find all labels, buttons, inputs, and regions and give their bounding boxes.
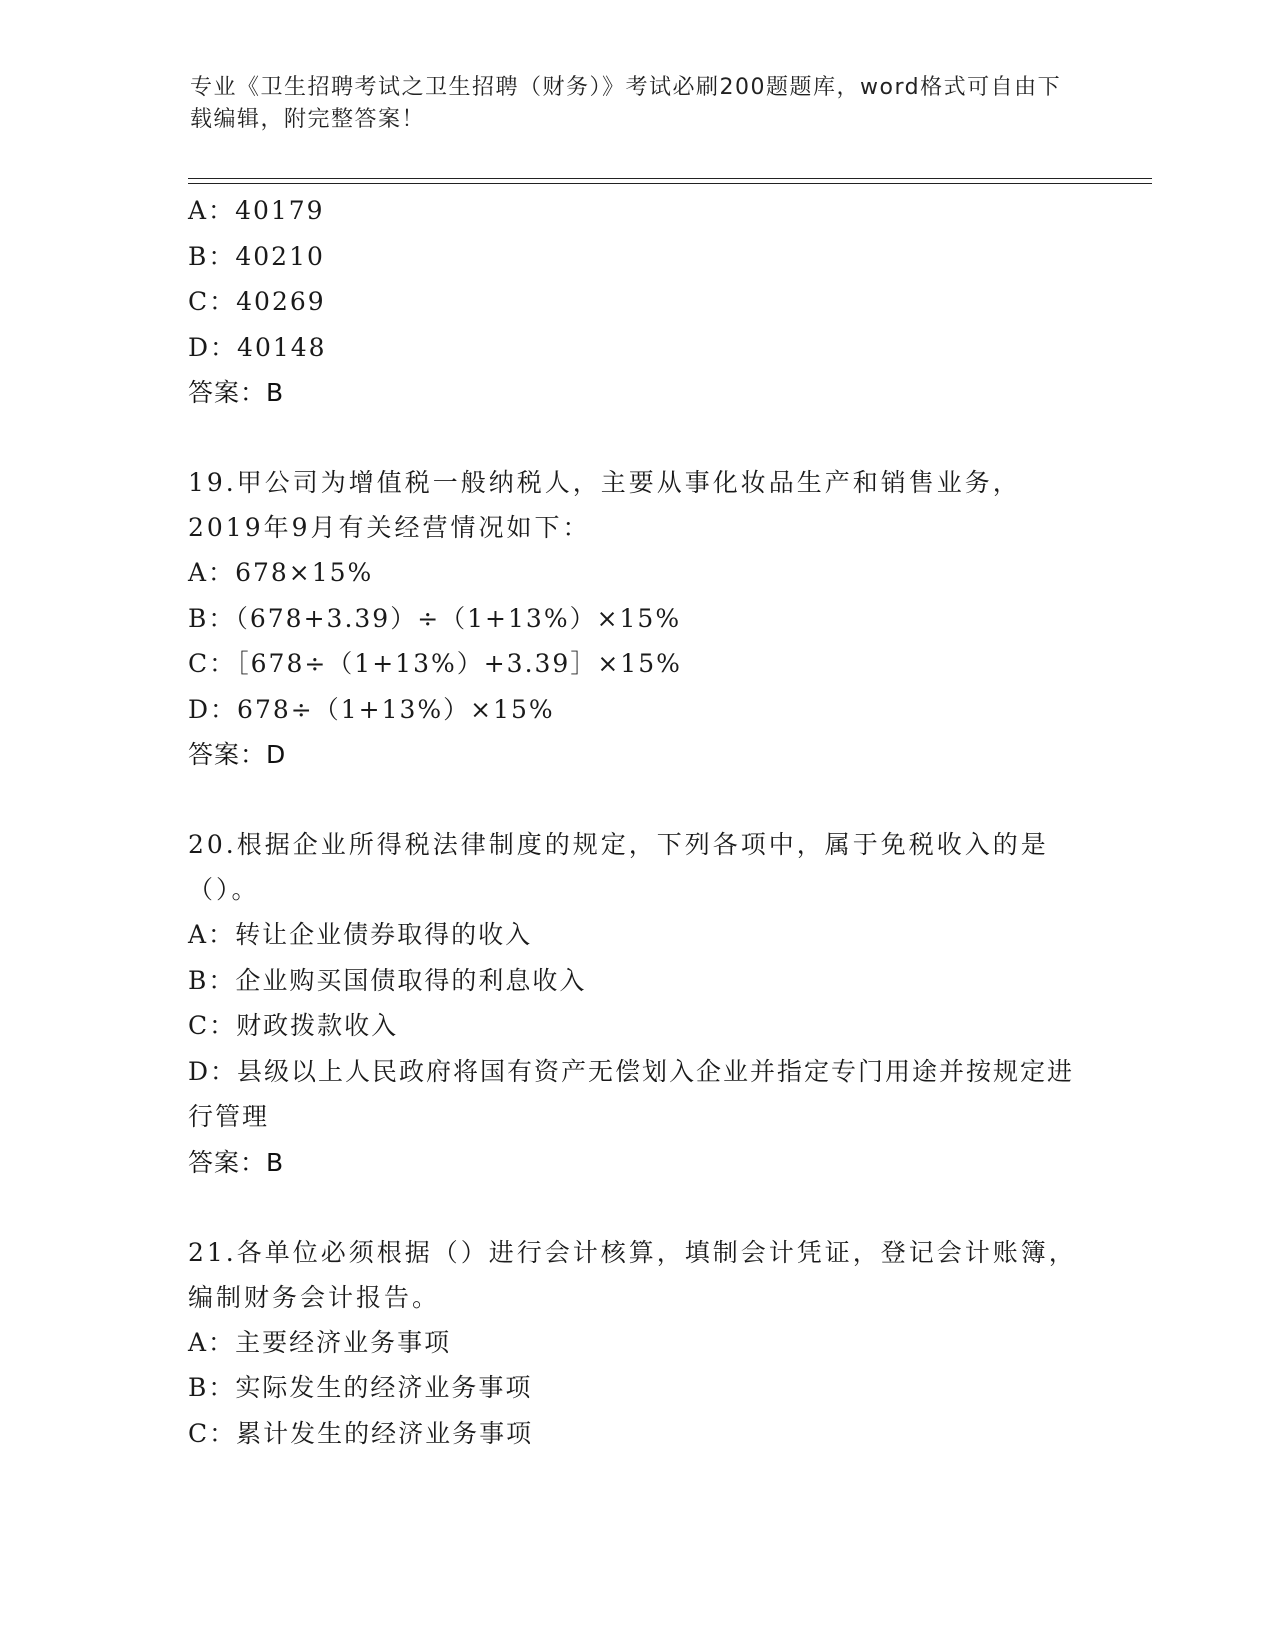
document-header: 专业《卫生招聘考试之卫生招聘（财务）》考试必刷200题题库，word格式可自由下载编辑，附完整答案！ [190,75,1062,132]
option-a: A：转让企业债券取得的收入 [188,920,533,949]
question-block-21 [188,1230,1088,1457]
option-a: A：40179 [188,196,325,225]
answer-line: 答案：B [188,1147,285,1177]
header-rule-bottom [188,183,1152,184]
option-b: B：企业购买国债取得的利息收入 [188,965,587,995]
option-c: C：累计发生的经济业务事项 [188,1418,534,1448]
answer-line: 答案：B [188,378,285,407]
option-a: A：678×15% [188,558,374,587]
option-c: C：［678÷（1+13%）+3.39］×15% [188,649,682,678]
answer-line: 答案：D [188,740,287,769]
question-stem: 20.根据企业所得税法律制度的规定，下列各项中，属于免税收入的是（）。 [188,830,1049,904]
option-b: B：实际发生的经济业务事项 [188,1373,533,1402]
option-c: C：财政拨款收入 [188,1011,399,1040]
option-b: B：40210 [188,241,325,271]
question-block-19 [188,460,1088,778]
option-d: D：678÷（1+13%）×15% [188,694,555,724]
option-c: C：40269 [188,287,326,316]
option-a: A：主要经济业务事项 [188,1327,452,1357]
question-stem: 19.甲公司为增值税一般纳税人，主要从事化妆品生产和销售业务，2019年9月有关经营情况如下： [188,468,1021,542]
option-d: D：县级以上人民政府将国有资产无偿划入企业并指定专门用途并按规定进行管理 [188,1056,1075,1131]
option-b: B：（678+3.39）÷（1+13%）×15% [188,603,682,633]
question-block-20 [188,822,1088,1186]
question-stem: 21.各单位必须根据（）进行会计核算，填制会计凭证，登记会计账簿，编制财务会计报告。 [188,1237,1077,1312]
question-list [188,188,1088,1456]
question-block-18 [188,188,1088,416]
header-rule-top [188,178,1152,179]
option-d: D：40148 [188,332,327,362]
